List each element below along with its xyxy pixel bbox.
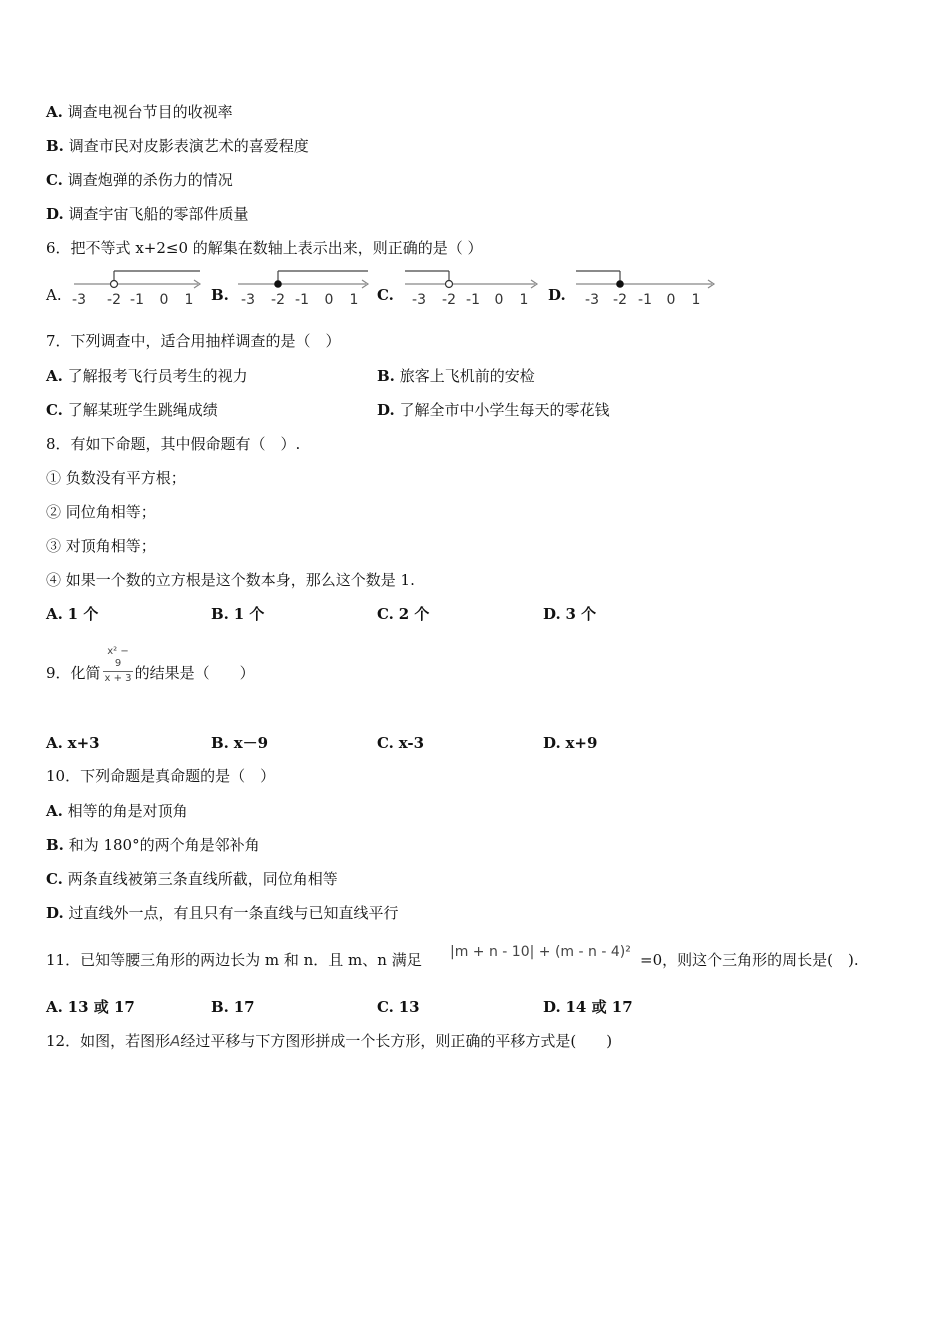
tick-label: -1	[638, 292, 652, 308]
q11-stem	[46, 950, 422, 970]
question-text: 有如下命题，其中假命题有（ ）.	[70, 435, 301, 453]
tick-label: -3	[72, 292, 86, 308]
tick-label: -3	[585, 292, 599, 308]
q6-option-a-numberline[interactable]	[70, 268, 208, 308]
q10-option-d[interactable]	[46, 903, 399, 923]
q7-stem	[46, 331, 341, 351]
option-text: 1 个	[233, 605, 265, 623]
q6-option-a-letter[interactable]: A.	[46, 286, 62, 304]
option-text: 相等的角是对顶角	[67, 802, 188, 820]
q6-option-c-numberline[interactable]	[401, 268, 543, 308]
option-text: 两条直线被第三条直线所截，同位角相等	[67, 870, 338, 888]
option-text: x－9	[233, 734, 269, 752]
closed-point	[274, 280, 282, 288]
tick-label: 1	[349, 292, 359, 308]
q8-option-c[interactable]	[377, 604, 429, 624]
q7-option-d[interactable]	[377, 400, 610, 420]
question-number: 11．	[46, 951, 81, 969]
q11-option-b[interactable]	[211, 997, 255, 1017]
q10-stem	[46, 766, 275, 786]
q7-option-a[interactable]	[46, 366, 248, 386]
question-text-after: 的结果是（ ）	[134, 664, 255, 682]
option-letter: D.	[46, 205, 64, 223]
q9-option-b[interactable]	[211, 733, 268, 753]
q9-stem	[46, 663, 255, 683]
q6-option-b-letter[interactable]: B.	[211, 286, 229, 304]
question-number: 7．	[46, 332, 71, 350]
option-letter: C.	[377, 734, 394, 752]
tick-label: 1	[691, 292, 701, 308]
q6-option-d-letter[interactable]: D.	[548, 286, 566, 304]
question-text-after: 经过平移与下方图形拼成一个长方形，则正确的平移方式是( )	[180, 1032, 613, 1050]
tick-label: -2	[613, 292, 627, 308]
option-text: x-3	[398, 734, 425, 752]
option-letter: B.	[211, 734, 229, 752]
q5-option-b[interactable]	[46, 136, 309, 156]
option-letter: B.	[46, 836, 64, 854]
tick-label: -2	[107, 292, 121, 308]
tick-label: 0	[494, 292, 504, 308]
q9-option-c[interactable]	[377, 733, 424, 753]
tick-label: 0	[666, 292, 676, 308]
q8-option-d[interactable]	[543, 604, 596, 624]
option-text: 旅客上飞机前的安检	[399, 367, 535, 385]
option-text: 和为 180°的两个角是邻补角	[68, 836, 260, 854]
q6-option-d-numberline[interactable]	[572, 268, 720, 308]
number-line-d	[572, 268, 720, 308]
closed-point	[616, 280, 624, 288]
q7-option-c[interactable]	[46, 400, 218, 420]
tick-label: 0	[159, 292, 169, 308]
question-text-before: 化简	[70, 664, 101, 682]
option-text: x+3	[67, 734, 100, 752]
tick-label: 1	[184, 292, 194, 308]
q7-option-b[interactable]	[377, 366, 535, 386]
option-text: 14 或 17	[565, 998, 633, 1016]
fraction-expression	[103, 646, 133, 685]
q6-stem	[46, 238, 483, 258]
option-text: 13	[398, 998, 420, 1016]
option-letter: D.	[543, 734, 561, 752]
q8-statement-3: ③ 对顶角相等；	[46, 537, 156, 555]
q8-statement-4: ④ 如果一个数的立方根是这个数本身，那么这个数是 1.	[46, 571, 415, 589]
question-text: 把不等式 x+2≤0 的解集在数轴上表示出来，则正确的是（ ）	[70, 239, 483, 257]
option-text: 过直线外一点，有且只有一条直线与已知直线平行	[68, 904, 399, 922]
option-letter: C.	[377, 998, 394, 1016]
tick-label: 1	[519, 292, 529, 308]
question-number: 6．	[46, 239, 71, 257]
option-letter: B.	[46, 137, 64, 155]
question-number: 10．	[46, 767, 81, 785]
fraction-denominator: x + 3	[104, 673, 132, 684]
option-text: 调查市民对皮影表演艺术的喜爱程度	[68, 137, 309, 155]
option-text: 3 个	[565, 605, 597, 623]
option-letter: B.	[211, 605, 229, 623]
number-line-a	[70, 268, 208, 308]
q6-option-c-letter[interactable]: C.	[377, 286, 394, 304]
q6-option-b-numberline[interactable]	[234, 268, 374, 308]
q5-option-d[interactable]	[46, 204, 249, 224]
q8-stem	[46, 434, 300, 454]
option-letter: A.	[46, 103, 63, 121]
q10-option-a[interactable]	[46, 801, 188, 821]
tick-label: -3	[412, 292, 426, 308]
q10-option-b[interactable]	[46, 835, 260, 855]
option-letter: D.	[377, 401, 395, 419]
q8-option-b[interactable]	[211, 604, 264, 624]
q9-option-d[interactable]	[543, 733, 597, 753]
option-letter: A.	[46, 802, 63, 820]
option-text: x+9	[565, 734, 598, 752]
fraction-numerator: x² − 9	[107, 646, 129, 669]
q11-option-a[interactable]	[46, 997, 135, 1017]
option-letter: D.	[543, 998, 561, 1016]
number-line-c	[401, 268, 543, 308]
number-line-b	[234, 268, 374, 308]
option-text: 了解某班学生跳绳成绩	[67, 401, 218, 419]
tick-label: -1	[466, 292, 480, 308]
option-text: 1 个	[67, 605, 99, 623]
option-letter: A.	[46, 734, 63, 752]
option-text: 调查炮弹的杀伤力的情况	[67, 171, 233, 189]
question-number: 9．	[46, 664, 71, 682]
option-letter: D.	[543, 605, 561, 623]
q11-option-c[interactable]	[377, 997, 420, 1017]
q8-statement-2: ② 同位角相等；	[46, 503, 156, 521]
question-text-before: 已知等腰三角形的两边长为 m 和 n．且 m、n 满足	[80, 951, 422, 969]
fraction-bar	[103, 671, 133, 672]
option-text: 17	[233, 998, 255, 1016]
q10-option-c[interactable]	[46, 869, 338, 889]
option-letter: D.	[46, 904, 64, 922]
question-text: 下列命题是真命题的是（ ）	[80, 767, 276, 785]
question-text: 下列调查中，适合用抽样调查的是（ ）	[70, 332, 341, 350]
tick-label: -1	[295, 292, 309, 308]
option-letter: A.	[46, 605, 63, 623]
variable-a: A	[170, 1032, 181, 1050]
q12-stem	[46, 1031, 612, 1051]
option-letter: C.	[377, 605, 394, 623]
open-point	[111, 281, 118, 288]
tick-label: -2	[271, 292, 285, 308]
option-letter: A.	[46, 998, 63, 1016]
q9-option-a[interactable]	[46, 733, 100, 753]
option-text: 13 或 17	[67, 998, 135, 1016]
q11-option-d[interactable]	[543, 997, 633, 1017]
option-text: 调查宇宙飞船的零部件质量	[68, 205, 249, 223]
q8-option-a[interactable]	[46, 604, 98, 624]
option-letter: C.	[46, 171, 63, 189]
question-text-before: 如图，若图形	[80, 1032, 171, 1050]
tick-label: -1	[130, 292, 144, 308]
option-letter: C.	[46, 401, 63, 419]
q5-option-c[interactable]	[46, 170, 233, 190]
q11-stem-tail: =0，则这个三角形的周长是( ).	[640, 951, 859, 969]
tick-label: 0	[324, 292, 334, 308]
q11-expression: |m + n - 10| + (m - n - 4)²	[450, 944, 631, 960]
option-text: 了解报考飞行员考生的视力	[67, 367, 248, 385]
option-letter: B.	[377, 367, 395, 385]
q5-option-a[interactable]	[46, 102, 233, 122]
option-text: 调查电视台节目的收视率	[67, 103, 233, 121]
option-text: 2 个	[398, 605, 430, 623]
question-number: 12．	[46, 1032, 81, 1050]
tick-label: -2	[442, 292, 456, 308]
q8-statement-1: ① 负数没有平方根；	[46, 469, 186, 487]
option-text: 了解全市中小学生每天的零花钱	[399, 401, 610, 419]
option-letter: C.	[46, 870, 63, 888]
question-number: 8．	[46, 435, 71, 453]
option-letter: A.	[46, 367, 63, 385]
option-letter: B.	[211, 998, 229, 1016]
open-point	[446, 281, 453, 288]
tick-label: -3	[241, 292, 255, 308]
